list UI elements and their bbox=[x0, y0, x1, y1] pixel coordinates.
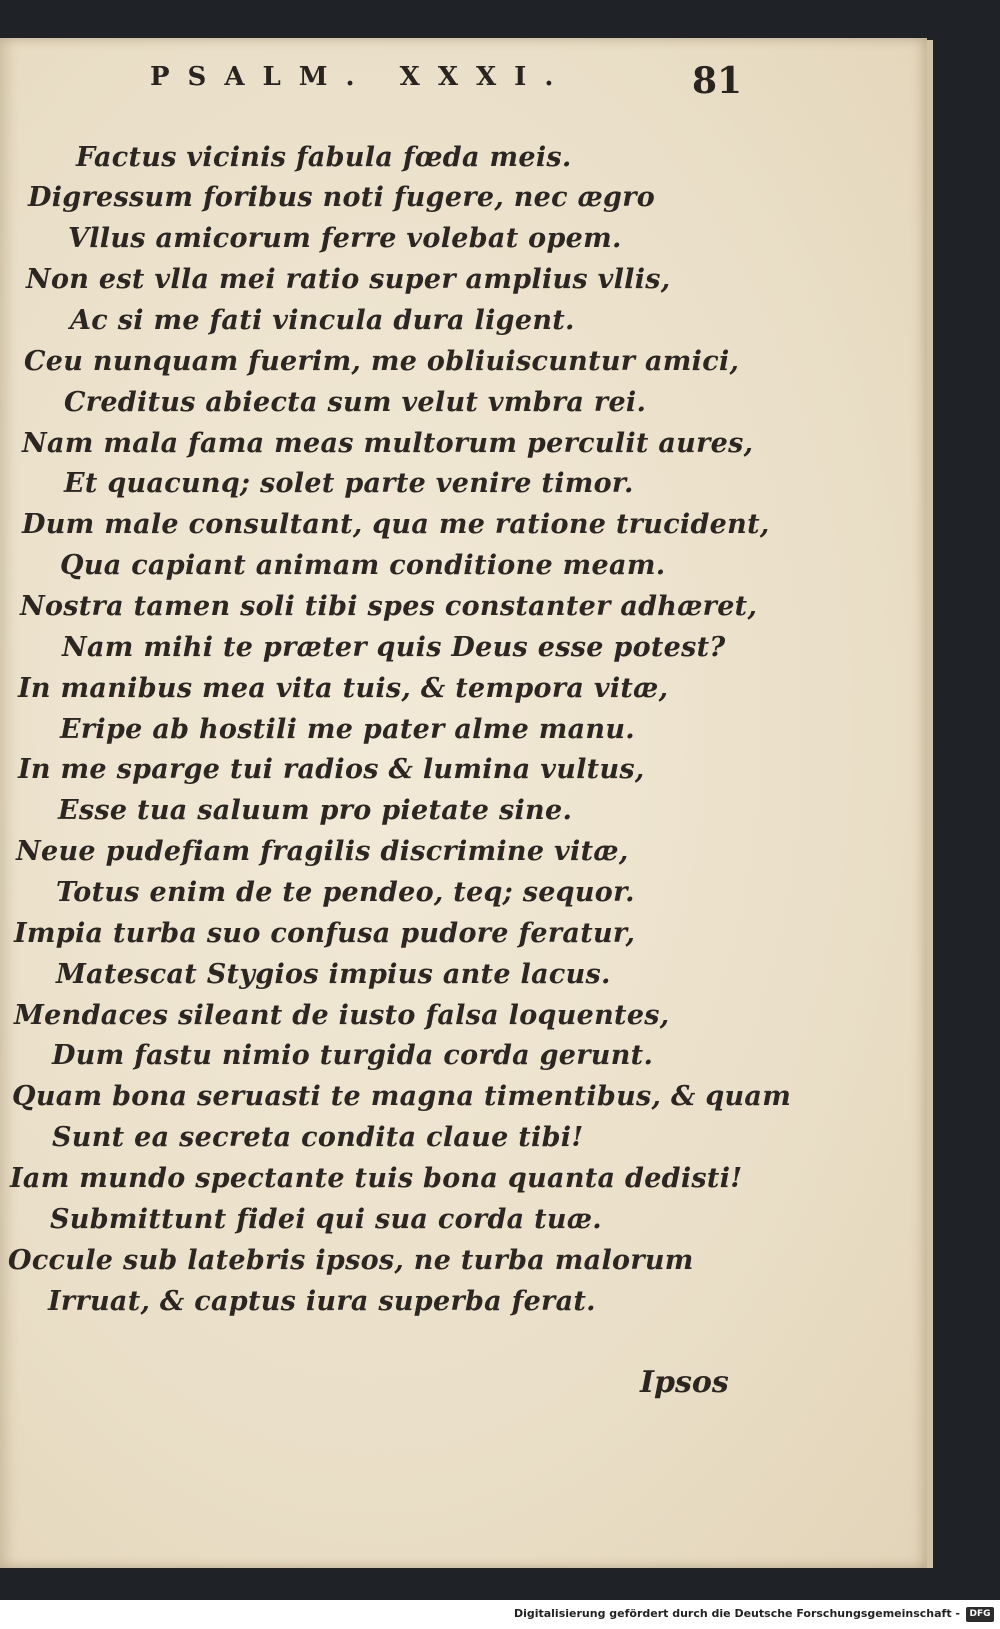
verse-line: Sunt ea secreta condita claue tibi! bbox=[52, 1122, 584, 1153]
page-edge bbox=[927, 40, 933, 1568]
verse-line: Iam mundo spectante tuis bona quanta dedisti! bbox=[10, 1163, 743, 1194]
verse-line: Ceu nunquam fuerim, me obliuiscuntur amici, bbox=[24, 346, 740, 377]
verse-line: Irruat, & captus iura superba ferat. bbox=[48, 1286, 596, 1317]
footer-credit: Digitalisierung gefördert durch die Deutsche Forschungsgemeinschaft - bbox=[513, 1607, 960, 1620]
verse-line: Matescat Stygios impius ante lacus. bbox=[56, 959, 611, 990]
verse-line: Submittunt fidei qui sua corda tuæ. bbox=[50, 1204, 602, 1235]
verse-line: Nostra tamen soli tibi spes constanter adhæret, bbox=[20, 591, 758, 622]
verse-line: Nam mihi te præter quis Deus esse potest? bbox=[62, 632, 726, 663]
verse-line: Vllus amicorum ferre volebat opem. bbox=[68, 223, 622, 254]
verse-line: Qua capiant animam conditione meam. bbox=[60, 550, 666, 581]
page-header bbox=[0, 60, 927, 110]
verse-line: Neue pudefiam fragilis discrimine vitæ, bbox=[16, 836, 629, 867]
running-head: PSALM. XXXI. bbox=[150, 62, 572, 92]
verse-line: Eripe ab hostili me pater alme manu. bbox=[60, 714, 635, 745]
verse-line: Factus vicinis fabula fœda meis. bbox=[76, 142, 572, 173]
page-number: 81 bbox=[692, 60, 743, 102]
verse-line: Mendaces sileant de iusto falsa loquentes, bbox=[14, 1000, 670, 1031]
verse-line: Totus enim de te pendeo, teq; sequor. bbox=[56, 877, 635, 908]
verse-line: Et quacunq; solet parte venire timor. bbox=[64, 468, 634, 499]
verse-line: Ac si me fati vincula dura ligent. bbox=[70, 305, 575, 336]
verse-line: Dum male consultant, qua me ratione trucident, bbox=[22, 509, 770, 540]
verse-line: Nam mala fama meas multorum perculit aures, bbox=[22, 428, 754, 459]
verse-line: In me sparge tui radios & lumina vultus, bbox=[18, 754, 645, 785]
verse-line: Occule sub latebris ipsos, ne turba malorum bbox=[8, 1245, 694, 1276]
catchword: Ipsos bbox=[640, 1365, 729, 1400]
verse-line: Quam bona seruasti te magna timentibus, & quam bbox=[12, 1081, 792, 1112]
verse-line: Creditus abiecta sum velut vmbra rei. bbox=[64, 387, 647, 418]
verse-line: Esse tua saluum pro pietate sine. bbox=[58, 795, 573, 826]
verse-line: Dum fastu nimio turgida corda gerunt. bbox=[52, 1040, 654, 1071]
verse-line: Digressum foribus noti fugere, nec ægro bbox=[28, 182, 656, 213]
verse-line: In manibus mea vita tuis, & tempora vitæ, bbox=[18, 673, 669, 704]
verse-line: Impia turba suo confusa pudore feratur, bbox=[14, 918, 636, 949]
dfg-logo: DFG bbox=[966, 1607, 994, 1622]
verse-line: Non est vlla mei ratio super amplius vllis, bbox=[26, 264, 671, 295]
digitization-footer bbox=[0, 1600, 1000, 1629]
